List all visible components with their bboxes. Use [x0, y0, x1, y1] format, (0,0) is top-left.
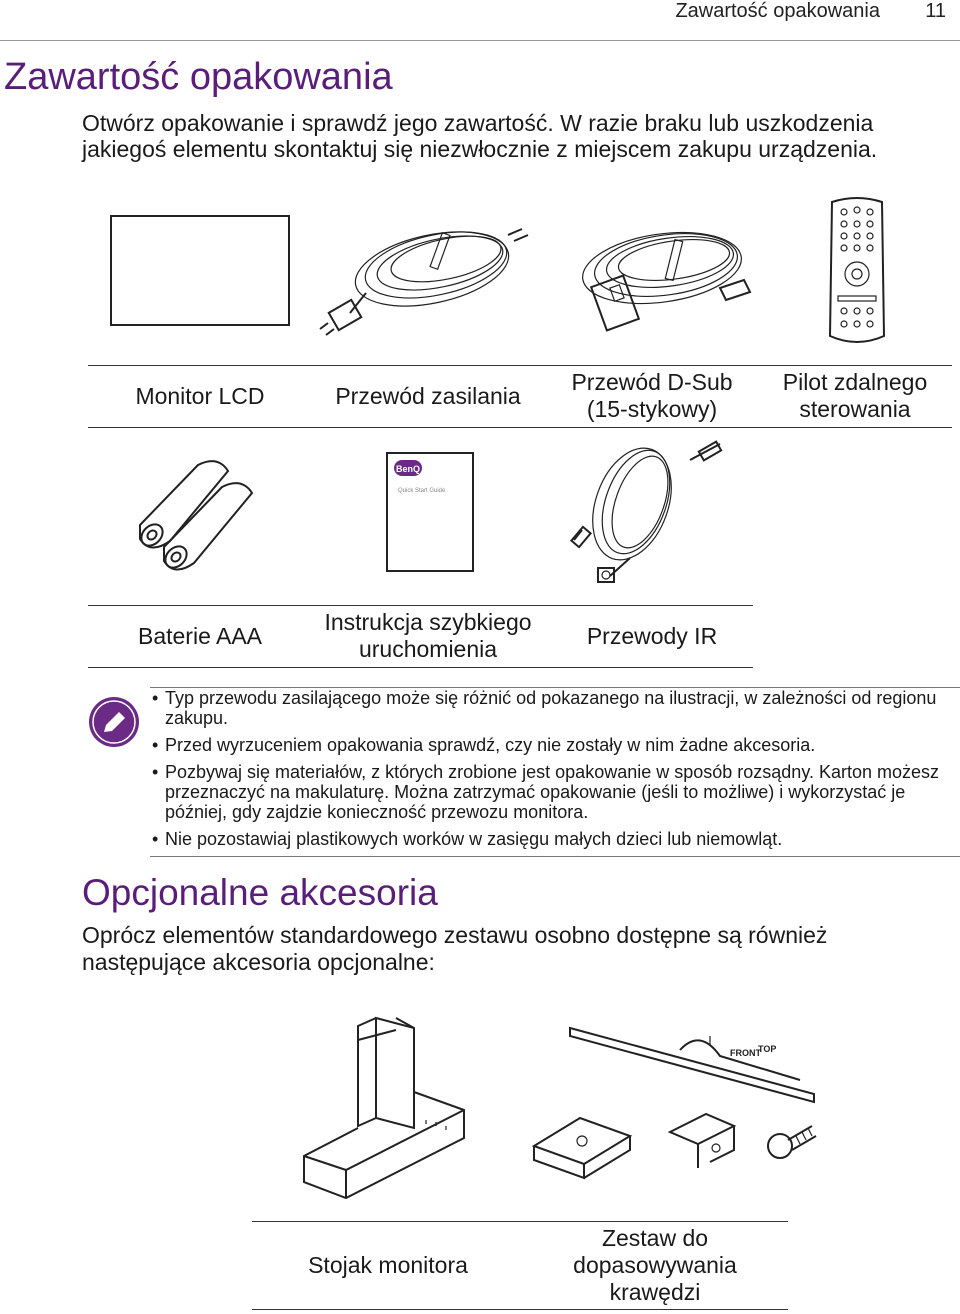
optional-intro: Oprócz elementów standardowego zestawu osobno dostępne są również następujące akcesoria opcjonalne: [82, 922, 828, 975]
section-title-optional: Opcjonalne akcesoria [82, 872, 438, 913]
item-caption-dsub-cable: Przewód D-Sub (15-stykowy) [571, 369, 733, 422]
intro-paragraph: Otwórz opakowanie i sprawdź jego zawartość. W razie braku lub uszkodzenia jakiegoś elementu skontaktuj się niezwłocznie z miejscem zakupu urządzenia. [82, 110, 878, 162]
bracket-label-top: TOP [758, 1044, 777, 1054]
note-item: • Typ przewodu zasilającego może się różnić od pokazanego na ilustracji, w zależności od regionu zakupu. [152, 688, 942, 728]
quick-start-guide-icon [386, 452, 476, 574]
item-caption-edge-kit: Zestaw do dopasowywania krawędzi [573, 1224, 737, 1305]
item-caption-monitor: Monitor LCD [135, 382, 265, 409]
item-caption-batteries: Baterie AAA [137, 622, 263, 649]
power-cable-icon [318, 205, 538, 335]
row2-bottom-rule [88, 667, 753, 668]
guide-brand-logo: BenQ [395, 464, 421, 474]
running-header-title: Zawartość opakowania [675, 0, 880, 22]
batteries-icon [128, 455, 278, 575]
header-divider [0, 40, 960, 41]
page-title: Zawartość opakowania [4, 56, 393, 98]
note-item: • Nie pozostawiaj plastikowych worków w zasięgu małych dzieci lub niemowląt. [152, 829, 942, 849]
remote-control-icon [826, 196, 888, 348]
note-item: • Przed wyrzuceniem opakowania sprawdź, czy nie zostały w nim żadne akcesoria. [152, 735, 942, 755]
edge-alignment-kit-icon [530, 1022, 830, 1192]
monitor-panel-icon [110, 215, 290, 327]
bracket-label-front: FRONT [730, 1048, 761, 1058]
pencil-note-icon [88, 696, 140, 748]
item-caption-ir-cables: Przewody IR [586, 622, 718, 649]
monitor-stand-icon [286, 1010, 476, 1205]
item-caption-power-cable: Przewód zasilania [335, 382, 521, 409]
item-caption-monitor-stand: Stojak monitora [308, 1251, 468, 1278]
notes-bottom-rule [150, 856, 960, 857]
guide-cover-text: Quick Start Guide [398, 488, 446, 494]
page-number: 11 [925, 0, 946, 22]
row1-bottom-rule [88, 427, 952, 428]
item-caption-quick-start: Instrukcja szybkiego uruchomienia [324, 609, 532, 662]
item-caption-remote: Pilot zdalnego sterowania [782, 369, 928, 422]
dsub-cable-icon [570, 210, 770, 340]
optional-bottom-rule [252, 1309, 788, 1310]
notes-list [152, 688, 942, 856]
ir-cables-icon [570, 440, 740, 590]
note-item: • Pozbywaj się materiałów, z których zrobione jest opakowanie w sposób rozsądny. Karton możesz przeznaczyć na makulaturę. Można zatrzymać opakowanie (jeśli to możliwe) i wykorzystać je później, gdy zajdzie konieczność przewozu monitora. [152, 762, 942, 822]
